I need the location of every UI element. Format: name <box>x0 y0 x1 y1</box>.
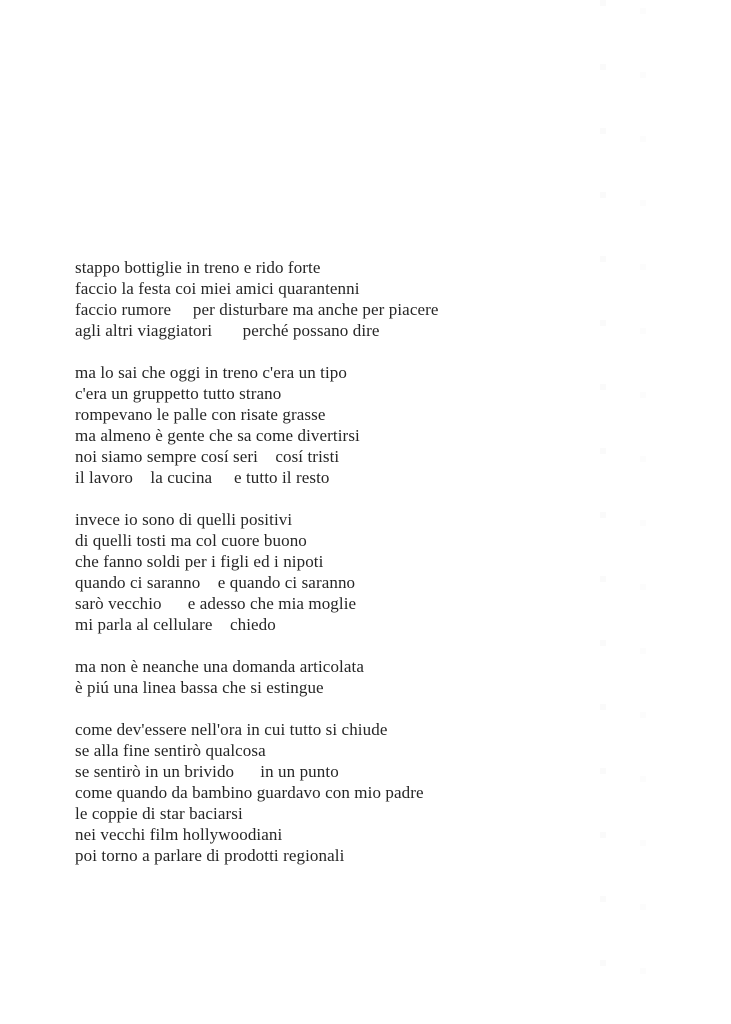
poem-stanza <box>75 719 635 866</box>
poem-text-block <box>75 257 635 866</box>
poem-line: le coppie di star baciarsi <box>75 804 243 823</box>
poem-line: poi torno a parlare di prodotti regionali <box>75 846 345 865</box>
poem-line: noi siamo sempre cosí seri cosí tristi <box>75 447 340 466</box>
poem-line: stappo bottiglie in treno e rido forte <box>75 258 321 277</box>
poem-line: se sentirò in un brivido in un punto <box>75 762 339 781</box>
poem-line: come quando da bambino guardavo con mio padre <box>75 783 424 802</box>
poem-line: quando ci saranno e quando ci saranno <box>75 573 356 592</box>
poem-line: se alla fine sentirò qualcosa <box>75 741 266 760</box>
poem-line: che fanno soldi per i figli ed i nipoti <box>75 552 324 571</box>
poem-line: mi parla al cellulare chiedo <box>75 615 276 634</box>
poem-line: è piú una linea bassa che si estingue <box>75 678 324 697</box>
poem-line: rompevano le palle con risate grasse <box>75 405 326 424</box>
poem-stanza <box>75 257 635 341</box>
poem-line: come dev'essere nell'ora in cui tutto si chiude <box>75 720 388 739</box>
scan-artifact-dots-outer <box>640 0 646 1024</box>
poem-line: il lavoro la cucina e tutto il resto <box>75 468 330 487</box>
poem-stanza <box>75 656 635 698</box>
poem-stanza <box>75 509 635 635</box>
poem-line: ma almeno è gente che sa come divertirsi <box>75 426 360 445</box>
poem-line: faccio la festa coi miei amici quarantenni <box>75 279 360 298</box>
poem-line: di quelli tosti ma col cuore buono <box>75 531 307 550</box>
poem-line: sarò vecchio e adesso che mia moglie <box>75 594 357 613</box>
poem-line: nei vecchi film hollywoodiani <box>75 825 283 844</box>
poem-stanza <box>75 362 635 488</box>
poem-line: c'era un gruppetto tutto strano <box>75 384 282 403</box>
poem-line: agli altri viaggiatori perché possano dire <box>75 321 380 340</box>
poem-line: ma non è neanche una domanda articolata <box>75 657 364 676</box>
poem-line: faccio rumore per disturbare ma anche per piacere <box>75 300 439 319</box>
poem-line: ma lo sai che oggi in treno c'era un tipo <box>75 363 347 382</box>
poem-line: invece io sono di quelli positivi <box>75 510 293 529</box>
